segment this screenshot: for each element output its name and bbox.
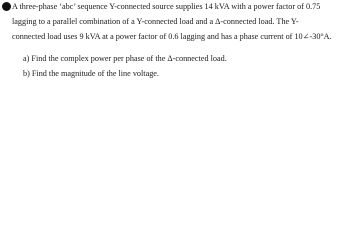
problem-text-line-3: connected load uses 9 kVA at a power factor of 0.6 lagging and has a phase current of 10∠-30°A.: [12, 32, 332, 41]
problem-text-line-2: lagging to a parallel combination of a Y-connected load and a Δ-connected load. The Y-: [12, 17, 299, 26]
problem-text-line-1: A three-phase ‘abc’ sequence Y-connected source supplies 14 kVA with a power factor of 0.75: [12, 2, 321, 11]
problem-statement: [0, 0, 350, 102]
bullet-point: [2, 2, 11, 11]
question-a: a) Find the complex power per phase of the Δ-connected load.: [23, 54, 227, 63]
question-b: b) Find the magnitude of the line voltage.: [23, 69, 159, 78]
